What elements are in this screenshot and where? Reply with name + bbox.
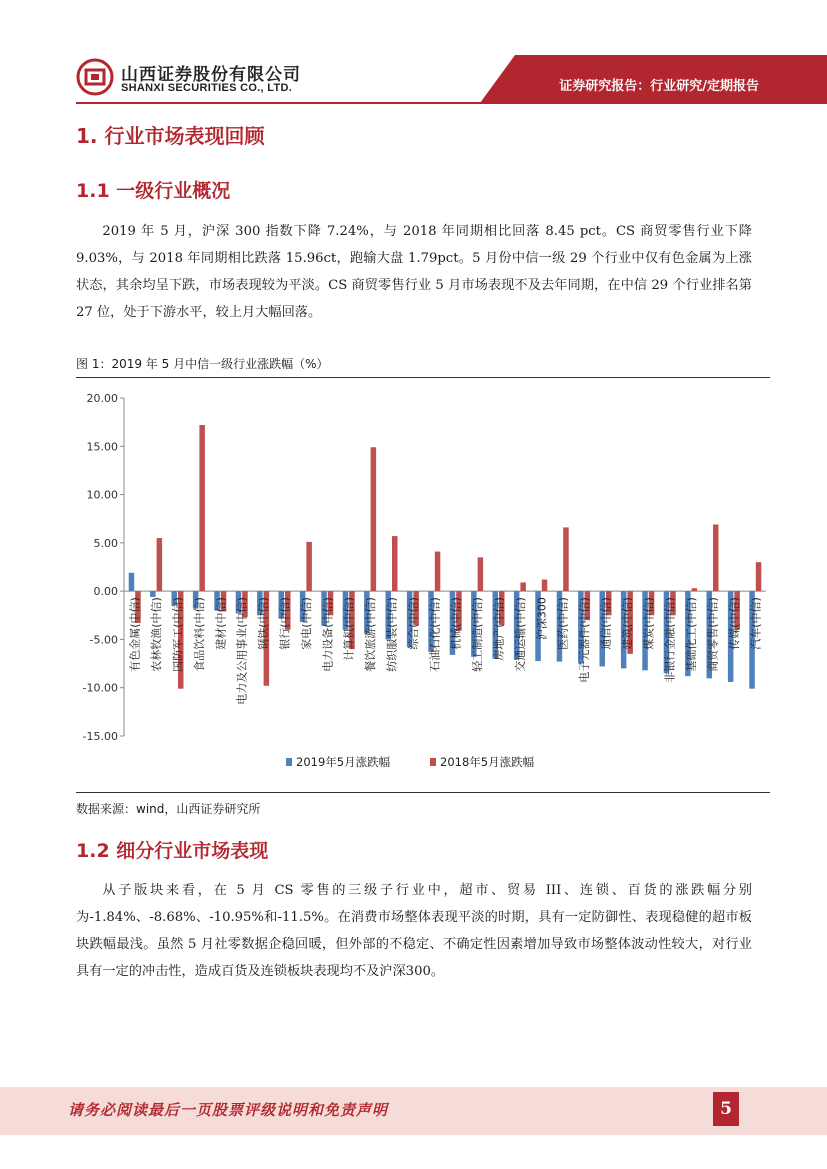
disclaimer-text: 请务必阅读最后一页股票评级说明和免责声明 <box>68 1101 389 1119</box>
bar-2019 <box>129 573 135 591</box>
category-label: 建材(中信) <box>214 597 228 650</box>
bar-2018 <box>157 538 163 591</box>
category-label: 家电(中信) <box>299 597 313 650</box>
bar-2018 <box>199 425 205 591</box>
category-label: 电子元器件(中信) <box>578 597 592 683</box>
y-tick-label: 10.00 <box>86 488 118 502</box>
figure-1-title: 图 1：2019 年 5 月中信一级行业涨跌幅（%） <box>76 357 329 371</box>
category-label: 传媒(中信) <box>727 597 741 650</box>
bar-2018 <box>371 447 377 591</box>
bar-2019 <box>150 591 156 597</box>
bar-2018 <box>520 582 526 591</box>
category-label: 钢铁(中信) <box>257 597 271 650</box>
page-header <box>0 0 827 110</box>
bar-2018 <box>563 527 569 591</box>
bar-2018 <box>392 536 398 591</box>
section-1-title: 1. 行业市场表现回顾 <box>76 124 265 148</box>
legend-label: 2019年5月涨跌幅 <box>296 755 391 769</box>
category-label: 机械(中信) <box>449 597 463 650</box>
bar-2018 <box>756 562 762 591</box>
y-tick-label: -5.00 <box>89 633 118 647</box>
y-tick-label: -10.00 <box>82 681 118 695</box>
category-label: 非银行金融(中信) <box>663 597 677 683</box>
section-1-2-title: 1.2 细分行业市场表现 <box>76 840 269 862</box>
figure-top-rule <box>76 377 770 378</box>
company-logo-icon <box>76 58 114 96</box>
category-label: 医药(中信) <box>556 597 570 650</box>
category-label: 电力及公用事业(中信) <box>235 597 249 705</box>
y-tick-label: 0.00 <box>93 585 118 599</box>
figure-bottom-rule <box>76 792 770 793</box>
legend-swatch <box>286 758 292 766</box>
category-label: 综合(中信) <box>406 597 420 650</box>
section-1-2-paragraph: 从子版块来看，在 5 月 CS 零售的三级子行业中，超市、贸易 III、连锁、百货的涨跌幅分别为-1.84%、-8.68%、-10.95%和-11.5%。在消费市场整体表现平淡的时期，具有一定防御性、表现稳健的超市板块跌幅最浅。虽然 5 月社零数据企稳回暖，但外部的不稳定、不确定性因素增加导致市场整体波动性较大，对行业具有一定的冲击性，造成百货及连锁板块表现均不及沪深300。 <box>76 883 752 979</box>
company-name-en: SHANXI SECURITIES CO., LTD. <box>121 82 293 94</box>
category-label: 食品饮料(中信) <box>192 597 206 672</box>
bar-2018 <box>692 588 698 591</box>
category-label: 农林牧渔(中信) <box>150 597 164 672</box>
category-label: 轻工制造(中信) <box>471 597 485 672</box>
legend-label: 2018年5月涨跌幅 <box>440 755 535 769</box>
bar-2018 <box>478 557 484 591</box>
y-tick-label: 15.00 <box>86 440 118 454</box>
bar-2018 <box>542 580 548 592</box>
category-label: 交通运输(中信) <box>513 597 527 672</box>
legend-swatch <box>430 758 436 766</box>
company-name-cn: 山西证券股份有限公司 <box>121 65 301 85</box>
category-label: 煤炭(中信) <box>642 597 656 650</box>
category-label: 纺织服装(中信) <box>385 597 399 672</box>
y-tick-label: -15.00 <box>82 730 118 743</box>
category-label: 有色金属(中信) <box>128 597 142 672</box>
bar-2018 <box>306 542 312 591</box>
category-label: 汽车(中信) <box>749 597 763 650</box>
category-label: 石油石化(中信) <box>428 597 442 672</box>
y-tick-label: 5.00 <box>93 536 118 550</box>
page-footer <box>0 1087 827 1135</box>
category-label: 建筑(中信) <box>620 597 634 650</box>
category-label: 银行(中信) <box>278 597 292 650</box>
industry-returns-bar-chart <box>76 380 770 792</box>
page-number: 5 <box>713 1092 739 1126</box>
category-label: 通信(中信) <box>599 597 613 650</box>
category-label: 计算机(中信) <box>342 597 356 661</box>
category-label: 国防军工(中信) <box>171 597 185 672</box>
bar-2018 <box>713 525 719 592</box>
category-label: 房地产(中信) <box>492 597 506 661</box>
y-tick-label: 20.00 <box>86 392 118 405</box>
category-label: 商贸零售(中信) <box>706 597 720 672</box>
section-1-1-paragraph: 2019 年 5 月，沪深 300 指数下降 7.24%，与 2018 年同期相比回落 8.45 pct。CS 商贸零售行业下降 9.03%，与 2018 年同期相比跌落 15.96ct，跑输大盘 1.79pct。5 月份中信一级 29 个行业中仅有色金属为上涨状态，其余均呈下跌，市场表现较为平淡。CS 商贸零售行业 5 月市场表现不及去年同期，在中信 29 个行业排名第 27 位，处于下游水平，较上月大幅回落。 <box>76 224 752 320</box>
category-label: 餐饮旅游(中信) <box>364 597 378 672</box>
category-label: 电力设备(中信) <box>321 597 335 672</box>
figure-1-source: 数据来源：wind，山西证券研究所 <box>76 802 261 816</box>
category-label: 基础化工(中信) <box>685 597 699 672</box>
report-type-label: 证券研究报告：行业研究/定期报告 <box>559 79 759 94</box>
bar-2018 <box>435 552 441 592</box>
category-label: 沪深300 <box>535 597 549 641</box>
section-1-1-title: 1.1 一级行业概况 <box>76 180 231 202</box>
